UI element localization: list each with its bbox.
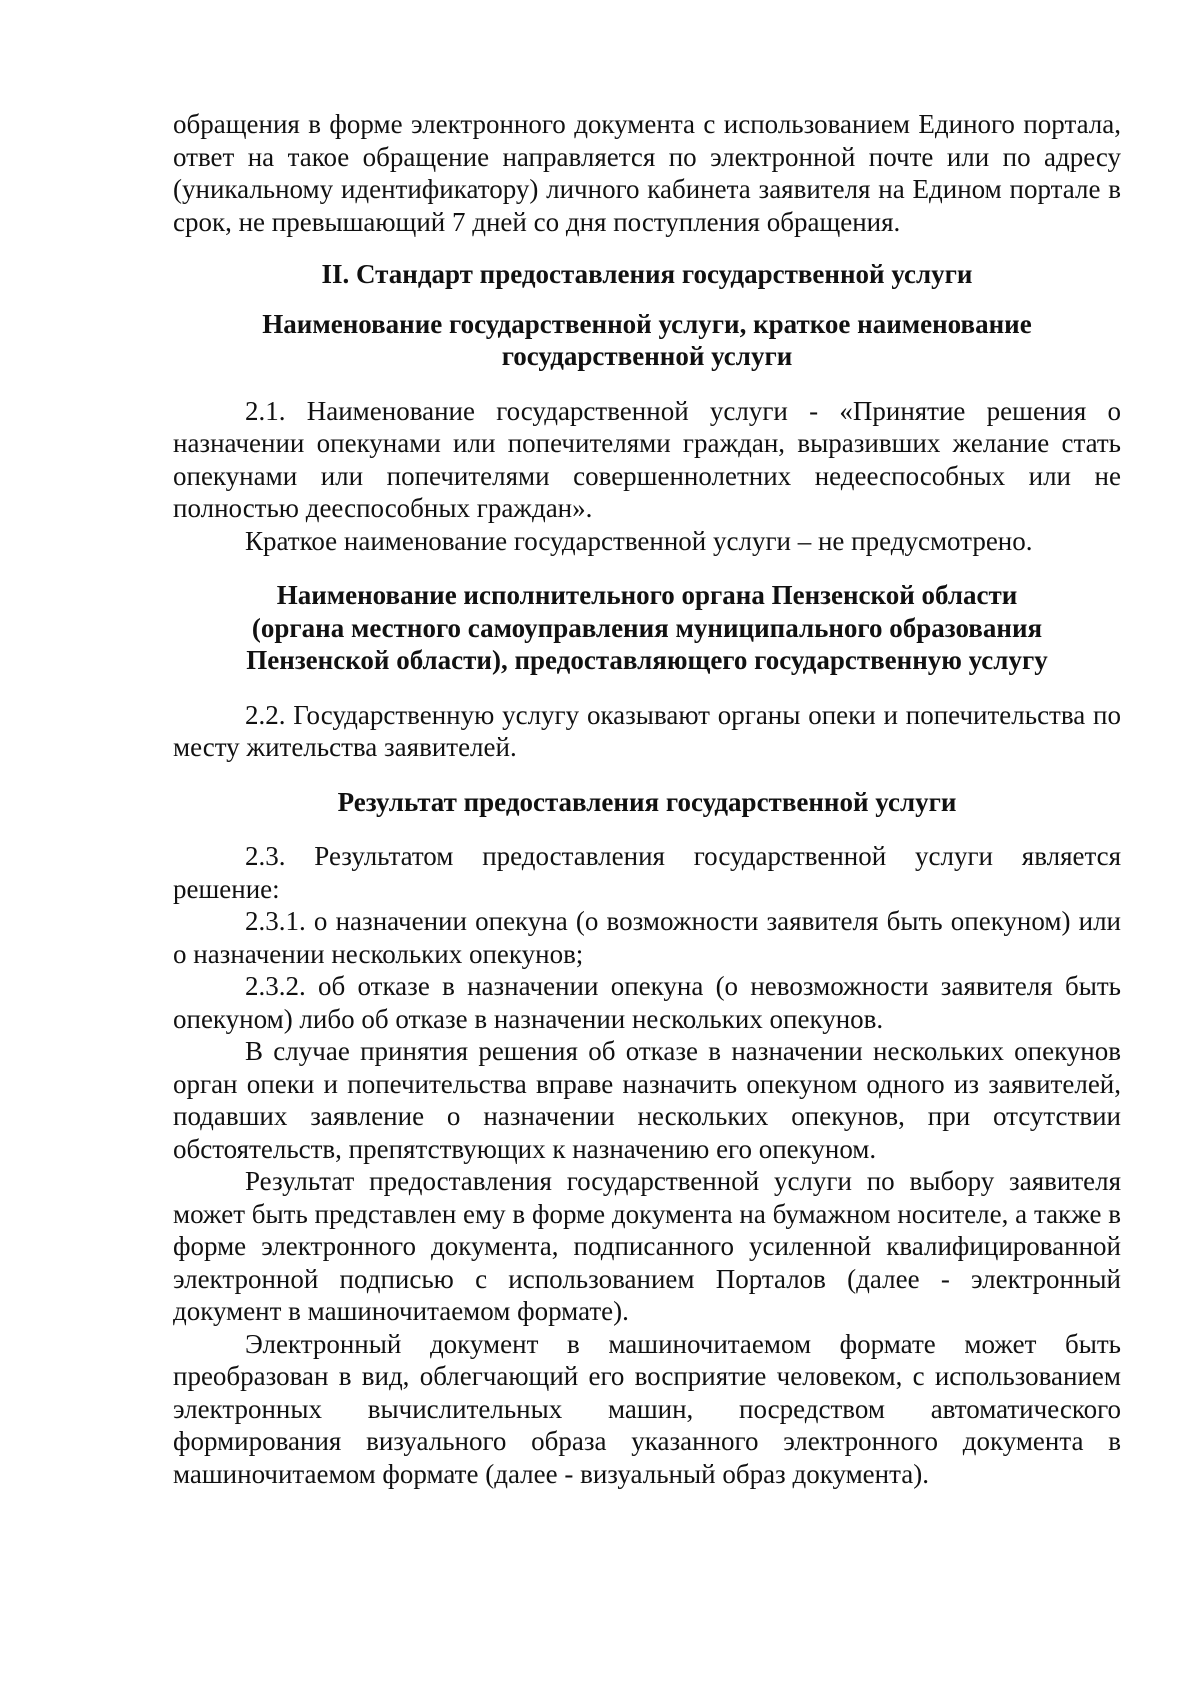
heading-service-name-line1: Наименование государственной услуги, краткое наименование (262, 308, 1032, 339)
heading-executive-organ (173, 579, 1121, 677)
heading-organ-line3: Пензенской области), предоставляющего государственную услугу (246, 645, 1048, 675)
heading-service-name-line2: государственной услуги (501, 341, 793, 371)
paragraph-2-3-1: 2.3.1. о назначении опекуна (о возможности заявителя быть опекуном) или о назначении нескольких опекунов; (173, 906, 1121, 969)
paragraph-result-form: Результат предоставления государственной услуги по выбору заявителя может быть представлен ему в форме документа на бумажном носителе, а также в форме электронного документа, подписанного усиленной квалифицированной электронной подписью с использованием Порталов (далее - электронный документ в машиночитаемом формате). (173, 1166, 1121, 1326)
section-title: II. Стандарт предоставления государственной услуги (321, 259, 973, 289)
paragraph-2-2: 2.2. Государственную услугу оказывают органы опеки и попечительства по месту жительства заявителей. (173, 699, 1121, 762)
heading-result: Результат предоставления государственной услуги (337, 786, 957, 817)
document-page (173, 108, 1121, 1490)
heading-service-name (173, 308, 1121, 373)
paragraph-electronic-document: Электронный документ в машиночитаемом формате может быть преобразован в вид, облегчающий его восприятие человеком, с использованием электронных вычислительных машин, посредством автоматического формирования визуального образа указанного электронного документа в машиночитаемом формате (далее - визуальный образ документа). (173, 1328, 1121, 1489)
paragraph-2-3: 2.3. Результатом предоставления государственной услуги является решение: (173, 841, 1121, 904)
heading-organ-line2: (органа местного самоуправления муниципального образования (251, 612, 1043, 643)
paragraph-refusal-case: В случае принятия решения об отказе в назначении нескольких опекунов орган опеки и попечительства вправе назначить опекуном одного из заявителей, подавших заявление о назначении нескольких опекунов, при отсутствии обстоятельств, препятствующих к назначению его опекуном. (173, 1036, 1121, 1164)
paragraph-short-name: Краткое наименование государственной услуги – не предусмотрено. (245, 525, 1033, 556)
paragraph-2-1: 2.1. Наименование государственной услуги - «Принятие решения о назначении опекунами или попечителями граждан, выразивших желание стать опекунами или попечителями совершеннолетних недееспособных или не полностью дееспособных граждан». (173, 395, 1121, 523)
heading-organ-line1: Наименование исполнительного органа Пензенской области (276, 580, 1018, 610)
paragraph-2-3-2: 2.3.2. об отказе в назначении опекуна (о невозможности заявителя быть опекуном) либо об отказе в назначении нескольких опекунов. (173, 971, 1121, 1034)
intro-paragraph: обращения в форме электронного документа с использованием Единого портала, ответ на такое обращение направляется по электронной почте или по адресу (уникальному идентификатору) личного кабинета заявителя на Едином портале в срок, не превышающий 7 дней со дня поступления обращения. (173, 109, 1121, 237)
